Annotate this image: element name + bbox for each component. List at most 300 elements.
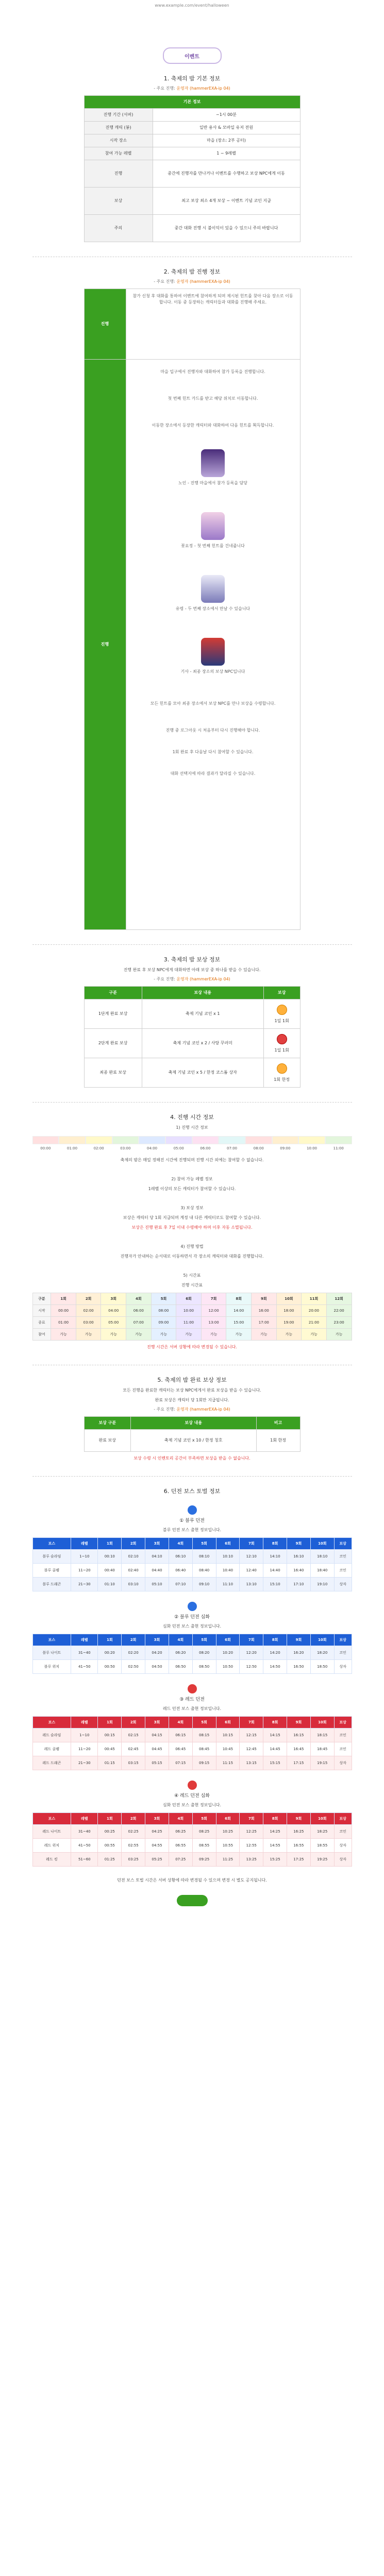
- boss-cell: 코인: [334, 1550, 352, 1564]
- boss-header: 4회: [169, 1717, 192, 1728]
- grid-cell: 20:00: [302, 1305, 327, 1317]
- boss-cell: 10:15: [216, 1728, 240, 1742]
- boss-cell: 코인: [334, 1728, 352, 1742]
- boss-header: 1회: [98, 1813, 122, 1825]
- boss-cell: 상자: [334, 1578, 352, 1591]
- boss-header: 레벨: [71, 1813, 98, 1825]
- table-row: [32, 1550, 352, 1564]
- boss-header: 5회: [192, 1634, 216, 1646]
- table-row: [32, 1578, 352, 1591]
- schedule-grid: [32, 1293, 352, 1341]
- boss-cell: 16:50: [287, 1660, 311, 1674]
- sub-title: 3) 보상 정보: [180, 1206, 204, 1210]
- blue-dungeon-table: [32, 1537, 352, 1591]
- boss-cell: 04:20: [145, 1646, 169, 1660]
- red-dungeon-icon: [188, 1781, 197, 1790]
- grid-cell: 가능: [76, 1329, 101, 1341]
- time-slot: [192, 1136, 219, 1144]
- boss-header: 8회: [263, 1813, 287, 1825]
- grid-cell: 가능: [51, 1329, 76, 1341]
- grid-cell: 가능: [326, 1329, 352, 1341]
- grid-cell: 18:00: [276, 1305, 302, 1317]
- progress-note: 1회 완료 후 다음날 다시 참여할 수 있습니다.: [172, 750, 254, 754]
- boss-cell: 31~40: [71, 1825, 98, 1839]
- time-label: 01:00: [66, 1146, 78, 1150]
- time-label: 08:00: [253, 1146, 264, 1150]
- progress-step: 이동한 장소에서 등장한 캐릭터와 대화하여 다음 힌트를 획득합니다.: [152, 423, 274, 428]
- boss-cell: 08:10: [192, 1550, 216, 1564]
- page-url: www.example.com/event/halloween: [155, 3, 229, 8]
- boss-cell: 08:15: [192, 1728, 216, 1742]
- time-strip-labels: [32, 1146, 352, 1150]
- section-4-text: 보상은 캐릭터 당 1회 지급되며 계정 내 다른 캐릭터로도 참여할 수 있습니다.: [123, 1215, 261, 1220]
- grid-header: 8회: [226, 1293, 252, 1305]
- boss-cell: 블루 드래곤: [32, 1578, 71, 1591]
- section-2-title: 2. 축제의 밤 진행 정보: [163, 268, 221, 275]
- grid-header: 12회: [326, 1293, 352, 1305]
- boss-cell: 00:55: [98, 1839, 122, 1853]
- divider: [32, 1476, 352, 1477]
- reward-cell: [263, 1029, 300, 1058]
- footer-logo: [177, 1895, 208, 1906]
- boss-cell: 02:50: [122, 1660, 145, 1674]
- basic-info-table: [84, 95, 300, 242]
- section-1-title: 1. 축제의 밤 기본 정보: [163, 75, 221, 82]
- time-slot: [165, 1136, 192, 1144]
- table-row: [32, 1853, 352, 1867]
- time-label: 00:00: [40, 1146, 51, 1150]
- progress-intro: 참가 신청 후 대화를 통하여 이벤트에 참여하게 되며 제시된 힌트를 찾아 다음 장소로 이동합니다. 이동 중 등장하는 캐릭터들과 대화를 진행해 주세요.: [132, 294, 293, 304]
- time-label: 05:00: [173, 1146, 184, 1150]
- table-row: [32, 1728, 352, 1742]
- boss-cell: 08:40: [192, 1564, 216, 1578]
- time-label: 04:00: [146, 1146, 158, 1150]
- boss-header: 5회: [192, 1538, 216, 1550]
- reward-cell: [263, 999, 300, 1029]
- section-4-text: 진행자가 안내하는 순서대로 이동하면서 각 장소의 캐릭터와 대화를 진행합니다.: [120, 1254, 264, 1259]
- boss-cell: 16:40: [287, 1564, 311, 1578]
- reward-cell: 축제 기념 코인 x 5 / 한정 코스튬 상자: [142, 1058, 263, 1088]
- boss-cell: 10:45: [216, 1742, 240, 1756]
- boss-header: 8회: [263, 1717, 287, 1728]
- boss-cell: 14:20: [263, 1646, 287, 1660]
- boss-cell: 08:50: [192, 1660, 216, 1674]
- source-prefix: - 주요 진행:: [154, 279, 177, 284]
- info-value: 일반 용사 & 모바일 유저 전원: [153, 122, 300, 134]
- reward-cell: 1단계 완료 보상: [84, 999, 142, 1029]
- boss-cell: 02:10: [122, 1550, 145, 1564]
- progress-step: 마을 입구에서 진행자와 대화하여 참가 등록을 진행합니다.: [160, 369, 265, 374]
- boss-cell: 레드 슬라임: [32, 1728, 71, 1742]
- grid-cell: 23:00: [326, 1317, 352, 1329]
- boss-cell: 08:55: [192, 1839, 216, 1853]
- boss-cell: 레드 골렘: [32, 1742, 71, 1756]
- boss-cell: 14:15: [263, 1728, 287, 1742]
- boss-cell: 19:10: [310, 1578, 334, 1591]
- info-value: 마을 (장소: 2부 공터): [153, 134, 300, 147]
- grid-cell: 가능: [176, 1329, 202, 1341]
- boss-cell: 14:10: [263, 1550, 287, 1564]
- dungeon-category: ② 블루 던전 심화: [174, 1615, 210, 1620]
- boss-cell: 코인: [334, 1646, 352, 1660]
- section-6-title: 6. 던전 보스 토벌 정보: [163, 1488, 221, 1495]
- boss-cell: 19:15: [310, 1756, 334, 1770]
- boss-cell: 상자: [334, 1853, 352, 1867]
- boss-cell: 18:10: [310, 1550, 334, 1564]
- boss-cell: 02:55: [122, 1839, 145, 1853]
- sub-title: 2) 참여 가능 레벨 정보: [171, 1177, 213, 1181]
- boss-header: 10회: [310, 1813, 334, 1825]
- boss-cell: 11:10: [216, 1578, 240, 1591]
- boss-header: 보스: [32, 1538, 71, 1550]
- section-5-text: 완료 보상은 캐릭터 당 1회만 지급됩니다.: [155, 1398, 229, 1402]
- grid-cell: 가능: [201, 1329, 226, 1341]
- grid-cell: 14:00: [226, 1305, 252, 1317]
- character-fairy: [201, 512, 225, 540]
- boss-cell: 16:10: [287, 1550, 311, 1564]
- boss-cell: 13:25: [240, 1853, 263, 1867]
- time-slot: [272, 1136, 299, 1144]
- boss-header: 레벨: [71, 1634, 98, 1646]
- boss-header: 1회: [98, 1538, 122, 1550]
- boss-header: 3회: [145, 1538, 169, 1550]
- boss-cell: 레드 위치: [32, 1839, 71, 1853]
- red-dungeon-icon: [188, 1684, 197, 1693]
- reward-limit: 1일 1회: [274, 1019, 289, 1023]
- grid-cell: 08:00: [151, 1305, 176, 1317]
- boss-header: 6회: [216, 1813, 240, 1825]
- grid-cell: 06:00: [126, 1305, 152, 1317]
- boss-cell: 블루 슬라임: [32, 1550, 71, 1564]
- reward-header: 보상: [263, 987, 300, 999]
- boss-cell: 블루 위치: [32, 1660, 71, 1674]
- boss-cell: 10:25: [216, 1825, 240, 1839]
- progress-step: 첫 번째 힌트 카드를 받고 해당 위치로 이동합니다.: [168, 396, 258, 401]
- info-key: 보상: [84, 188, 153, 215]
- completion-reward-table: [84, 1416, 300, 1452]
- divider: [32, 1102, 352, 1103]
- boss-cell: 17:25: [287, 1853, 311, 1867]
- grid-cell: 03:00: [76, 1317, 101, 1329]
- divider: [32, 944, 352, 945]
- boss-cell: 18:15: [310, 1728, 334, 1742]
- boss-header: 보상: [334, 1813, 352, 1825]
- reward-cell: 축제 기념 코인 x 1: [142, 999, 263, 1029]
- boss-cell: 02:15: [122, 1728, 145, 1742]
- boss-cell: 04:40: [145, 1564, 169, 1578]
- boss-header: 3회: [145, 1634, 169, 1646]
- boss-header: 6회: [216, 1717, 240, 1728]
- boss-header: 1회: [98, 1717, 122, 1728]
- source-link[interactable]: 운영자 (hammerEXA-ip 04): [176, 86, 230, 91]
- grid-cell: 02:00: [76, 1305, 101, 1317]
- reward-header: 구분: [84, 987, 142, 999]
- time-slot: [86, 1136, 112, 1144]
- completion-cell: 완료 보상: [84, 1430, 130, 1452]
- section-5-title: 5. 축제의 밤 완료 보상 정보: [157, 1377, 227, 1383]
- progress-table: [84, 289, 300, 930]
- boss-header: 7회: [240, 1634, 263, 1646]
- info-key: 진행 기간 (서버): [84, 109, 153, 122]
- boss-cell: 08:20: [192, 1646, 216, 1660]
- grid-header: 1회: [51, 1293, 76, 1305]
- completion-header: 보상 구분: [84, 1417, 130, 1430]
- grid-header: 구분: [32, 1293, 51, 1305]
- boss-cell: 코인: [334, 1564, 352, 1578]
- boss-cell: 10:10: [216, 1550, 240, 1564]
- boss-cell: 15:15: [263, 1756, 287, 1770]
- grid-header: 4회: [126, 1293, 152, 1305]
- boss-header: 2회: [122, 1717, 145, 1728]
- progress-intro-cell: [126, 289, 300, 360]
- character-ghost: [201, 575, 225, 603]
- boss-cell: 07:15: [169, 1756, 192, 1770]
- grid-cell: 19:00: [276, 1317, 302, 1329]
- progress-note: 진행 중 로그아웃 시 처음부터 다시 진행해야 합니다.: [165, 728, 260, 733]
- boss-cell: 1~10: [71, 1728, 98, 1742]
- boss-cell: 15:25: [263, 1853, 287, 1867]
- boss-cell: 21~30: [71, 1578, 98, 1591]
- boss-header: 보스: [32, 1717, 71, 1728]
- section-2-source: [0, 279, 384, 284]
- character-old-man: [201, 449, 225, 477]
- grid-cell: 00:00: [51, 1305, 76, 1317]
- boss-header: 5회: [192, 1813, 216, 1825]
- boss-cell: 레드 킹: [32, 1853, 71, 1867]
- completion-cell: 축제 기념 코인 x 10 / 한정 칭호: [130, 1430, 256, 1452]
- boss-cell: 12:20: [240, 1646, 263, 1660]
- boss-header: 7회: [240, 1717, 263, 1728]
- boss-cell: 04:15: [145, 1728, 169, 1742]
- boss-cell: 코인: [334, 1825, 352, 1839]
- boss-cell: 14:40: [263, 1564, 287, 1578]
- grid-header: 11회: [302, 1293, 327, 1305]
- boss-cell: 19:25: [310, 1853, 334, 1867]
- section-5-text: 모든 진행을 완료한 캐릭터는 보상 NPC에게서 완료 보상을 받을 수 있습니다.: [123, 1388, 261, 1393]
- reward-table: [84, 986, 300, 1088]
- boss-cell: 상자: [334, 1756, 352, 1770]
- grid-header: 9회: [252, 1293, 277, 1305]
- boss-cell: 1~10: [71, 1550, 98, 1564]
- grid-header: 6회: [176, 1293, 202, 1305]
- boss-cell: 12:10: [240, 1550, 263, 1564]
- boss-cell: 00:25: [98, 1825, 122, 1839]
- boss-cell: 02:25: [122, 1825, 145, 1839]
- grid-cell: 09:00: [151, 1317, 176, 1329]
- grid-cell: 10:00: [176, 1305, 202, 1317]
- dungeon-note: 블루 던전 보스 출현 정보입니다.: [162, 1528, 222, 1532]
- grid-header: 10회: [276, 1293, 302, 1305]
- boss-cell: 18:45: [310, 1742, 334, 1756]
- boss-cell: 06:50: [169, 1660, 192, 1674]
- info-value: 최고 보상 최소 4개 보상 ~ 이벤트 기념 코인 지급: [153, 188, 300, 215]
- boss-cell: 11:15: [216, 1756, 240, 1770]
- boss-cell: 09:10: [192, 1578, 216, 1591]
- dungeon-category: ③ 레드 던전: [179, 1697, 205, 1702]
- boss-cell: 09:25: [192, 1853, 216, 1867]
- boss-cell: 08:45: [192, 1742, 216, 1756]
- boss-cell: 상자: [334, 1660, 352, 1674]
- boss-header: 4회: [169, 1538, 192, 1550]
- source-prefix: - 주요 진행:: [154, 977, 177, 981]
- boss-cell: 12:50: [240, 1660, 263, 1674]
- time-label: 11:00: [333, 1146, 344, 1150]
- boss-header: 6회: [216, 1538, 240, 1550]
- coin-icon: [277, 1005, 287, 1015]
- boss-cell: 18:55: [310, 1839, 334, 1853]
- basic-info-header: 기본 정보: [84, 96, 300, 109]
- boss-header: 4회: [169, 1813, 192, 1825]
- character-knight: [201, 638, 225, 666]
- blue-dungeon-icon: [188, 1602, 197, 1611]
- source-prefix: - 주요 진행:: [154, 1407, 177, 1412]
- boss-cell: 41~50: [71, 1839, 98, 1853]
- source-link[interactable]: 운영자 (hammerEXA-ip 04): [176, 977, 230, 981]
- table-row: [32, 1564, 352, 1578]
- dungeon-category: ④ 레드 던전 심화: [174, 1793, 210, 1799]
- time-slot: [325, 1136, 352, 1144]
- sub-title: 1) 진행 시간 정보: [176, 1125, 208, 1130]
- boss-cell: 17:10: [287, 1578, 311, 1591]
- grid-cell: 22:00: [326, 1305, 352, 1317]
- reward-cell: [263, 1058, 300, 1088]
- boss-cell: 07:25: [169, 1853, 192, 1867]
- boss-header: 9회: [287, 1634, 311, 1646]
- time-slot: [139, 1136, 165, 1144]
- grid-cell: 가능: [126, 1329, 152, 1341]
- grid-cell: 21:00: [302, 1317, 327, 1329]
- boss-header: 보상: [334, 1634, 352, 1646]
- dungeon-note: 레드 던전 보스 출현 정보입니다.: [162, 1706, 222, 1711]
- source-link[interactable]: 운영자 (hammerEXA-ip 04): [176, 1407, 230, 1412]
- red-dungeon-advanced-table: [32, 1812, 352, 1867]
- blue-dungeon-advanced-table: [32, 1634, 352, 1674]
- warning-text: 보상 수령 시 인벤토리 공간이 부족하면 보상을 받을 수 없습니다.: [133, 1456, 251, 1461]
- info-key: 참여 가능 레벨: [84, 147, 153, 160]
- grid-cell: 가능: [276, 1329, 302, 1341]
- boss-cell: 18:50: [310, 1660, 334, 1674]
- source-link[interactable]: 운영자 (hammerEXA-ip 04): [176, 279, 230, 284]
- boss-header: 9회: [287, 1717, 311, 1728]
- boss-cell: 18:40: [310, 1564, 334, 1578]
- section-4-text: 1레벨 이상의 모든 캐릭터가 참여할 수 있습니다.: [148, 1187, 236, 1191]
- boss-cell: 01:10: [98, 1578, 122, 1591]
- section-1-source: [0, 86, 384, 91]
- boss-cell: 18:25: [310, 1825, 334, 1839]
- boss-cell: 레드 나이트: [32, 1825, 71, 1839]
- time-label: 06:00: [200, 1146, 211, 1150]
- boss-cell: 00:10: [98, 1550, 122, 1564]
- grid-cell: 종료: [32, 1317, 51, 1329]
- boss-header: 보상: [334, 1717, 352, 1728]
- boss-cell: 10:40: [216, 1564, 240, 1578]
- dungeon-note: 심화 던전 보스 출현 정보입니다.: [162, 1624, 222, 1629]
- boss-cell: 00:15: [98, 1728, 122, 1742]
- section-3-source: [0, 976, 384, 982]
- boss-header: 7회: [240, 1538, 263, 1550]
- boss-header: 2회: [122, 1813, 145, 1825]
- progress-main-cell: [126, 360, 300, 930]
- boss-cell: 06:20: [169, 1646, 192, 1660]
- section-5-source: [0, 1406, 384, 1412]
- reward-cell: 2단계 완료 보상: [84, 1029, 142, 1058]
- time-label: 10:00: [306, 1146, 318, 1150]
- grid-cell: 12:00: [201, 1305, 226, 1317]
- info-value: 1 ~ 9레벨: [153, 147, 300, 160]
- reward-limit: 1회 한정: [274, 1077, 290, 1082]
- boss-cell: 00:20: [98, 1646, 122, 1660]
- boss-cell: 51~60: [71, 1853, 98, 1867]
- boss-cell: 13:15: [240, 1756, 263, 1770]
- completion-header: 보상 내용: [130, 1417, 256, 1430]
- grid-header: 2회: [76, 1293, 101, 1305]
- boss-cell: 01:15: [98, 1756, 122, 1770]
- boss-cell: 12:15: [240, 1728, 263, 1742]
- boss-header: 8회: [263, 1538, 287, 1550]
- blue-dungeon-icon: [188, 1505, 197, 1515]
- boss-cell: 11~20: [71, 1742, 98, 1756]
- boss-cell: 06:45: [169, 1742, 192, 1756]
- boss-cell: 06:55: [169, 1839, 192, 1853]
- grid-cell: 04:00: [101, 1305, 126, 1317]
- table-row: [32, 1660, 352, 1674]
- progress-step: 모든 힌트를 모아 최종 장소에서 보상 NPC를 만나 보상을 수령합니다.: [150, 701, 276, 706]
- grid-cell: 가능: [226, 1329, 252, 1341]
- table-row: [32, 1825, 352, 1839]
- boss-cell: 16:15: [287, 1728, 311, 1742]
- boss-cell: 41~50: [71, 1660, 98, 1674]
- boss-header: 레벨: [71, 1538, 98, 1550]
- grid-cell: 17:00: [252, 1317, 277, 1329]
- boss-header: 보상: [334, 1538, 352, 1550]
- progress-side-top: 진행: [84, 289, 126, 360]
- section-3-note: 진행 완료 후 보상 NPC에게 대화하면 아래 보상 중 하나를 받을 수 있습니다.: [123, 968, 261, 972]
- grid-cell: 11:00: [176, 1317, 202, 1329]
- info-value: 중간 대화 진행 시 불이익이 있을 수 있으니 주의 바랍니다: [153, 215, 300, 242]
- warning-text: 진행 시간은 서버 상황에 따라 변경될 수 있습니다.: [147, 1345, 237, 1349]
- boss-header: 보스: [32, 1813, 71, 1825]
- grid-cell: 가능: [101, 1329, 126, 1341]
- grid-cell: 05:00: [101, 1317, 126, 1329]
- red-dungeon-table: [32, 1716, 352, 1770]
- boss-cell: 14:50: [263, 1660, 287, 1674]
- boss-cell: 31~40: [71, 1646, 98, 1660]
- section-3-title: 3. 축제의 밤 보상 정보: [163, 956, 221, 963]
- boss-header: 1회: [98, 1634, 122, 1646]
- boss-cell: 00:40: [98, 1564, 122, 1578]
- boss-header: 레벨: [71, 1717, 98, 1728]
- table-row: [32, 1839, 352, 1853]
- schedule-title: 진행 시간표: [181, 1283, 203, 1287]
- boss-cell: 12:25: [240, 1825, 263, 1839]
- time-label: 02:00: [93, 1146, 104, 1150]
- source-prefix: - 주요 진행:: [154, 86, 177, 91]
- boss-header: 10회: [310, 1717, 334, 1728]
- boss-cell: 14:25: [263, 1825, 287, 1839]
- footer-note: 던전 보스 토벌 시간은 서버 상황에 따라 변경될 수 있으며 변경 시 별도 공지됩니다.: [117, 1878, 267, 1883]
- table-row: [32, 1742, 352, 1756]
- info-value: 중간에 진행자를 만나거나 이벤트를 수행하고 보상 NPC에게 이동: [153, 160, 300, 188]
- boss-cell: 05:15: [145, 1756, 169, 1770]
- boss-cell: 16:25: [287, 1825, 311, 1839]
- character-caption: 기사 - 최종 장소의 보상 NPC입니다: [180, 669, 245, 674]
- boss-header: 10회: [310, 1634, 334, 1646]
- boss-cell: 00:45: [98, 1742, 122, 1756]
- info-key: 진행 캐릭 (봉): [84, 122, 153, 134]
- time-slot: [245, 1136, 272, 1144]
- character-caption: 꽃요정 - 첫 번째 힌트를 건네줍니다: [181, 544, 245, 548]
- boss-cell: 12:55: [240, 1839, 263, 1853]
